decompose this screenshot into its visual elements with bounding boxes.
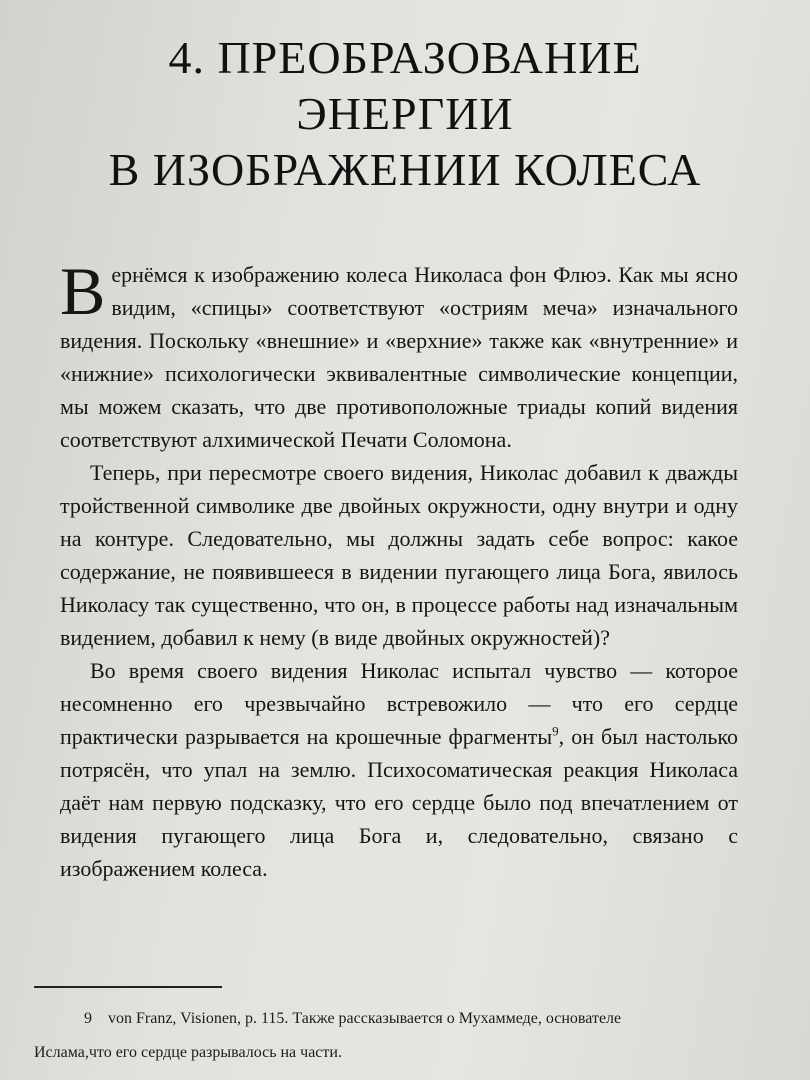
footnote [34,1002,734,1070]
paragraph-1-text: ернёмся к изображению колеса Николаса фон Флюэ. Как мы ясно видим, «спицы» соответствуют «остриям меча» изначального видения. Поскольку «внешние» и «верхние» также как «внутренние» и «нижние» психологически эквивалентные символические концепции, мы можем сказать, что две противоположные триады копий видения соответствуют алхимической Печати Соломона. [60,262,738,452]
footnote-line-1 [34,1002,734,1036]
chapter-heading [60,30,750,198]
paragraph-3-text-b: , он был настолько потрясён, что упал на землю. Психосоматическая реакция Николаса даёт нам первую подсказку, что его сердце было под впечатлением от видения пугающего лица Бога и, следовательно, связано с изображением колеса. [60,724,738,881]
heading-line-1: 4. ПРЕОБРАЗОВАНИЕ ЭНЕРГИИ [168,32,642,139]
paragraph-2: Теперь, при пересмотре своего видения, Николас добавил к дважды тройственной символике две двойных окружности, одну внутри и одну на контуре. Следовательно, мы должны задать себе вопрос: какое содержание, не появившееся в видении пугающего лица Бога, явилось Николасу так существенно, что он, в процессе работы над изначальным видением, добавил к нему (в виде двойных окружностей)? [60,460,738,650]
drop-cap: В [60,253,106,329]
body-text [60,253,738,885]
footnote-divider [34,986,222,988]
paragraph-1 [60,253,738,456]
paragraph-3 [60,654,738,885]
heading-line-2: В ИЗОБРАЖЕНИИ КОЛЕСА [108,144,702,195]
footnote-line-2: Ислама,что его сердце разрывалось на части. [34,1044,342,1061]
footnote-text-1: von Franz, Visionen, p. 115. Также рассказывается о Мухаммеде, основателе [108,1010,622,1027]
paragraph-3-text-a: Во время своего видения Николас испытал чувство — которое несомненно его чрезвычайно встревожило — что его сердце практически разрывается на крошечные фрагменты [60,658,738,749]
footnote-number: 9 [84,1010,92,1027]
footnote-reference: 9 [552,723,559,739]
